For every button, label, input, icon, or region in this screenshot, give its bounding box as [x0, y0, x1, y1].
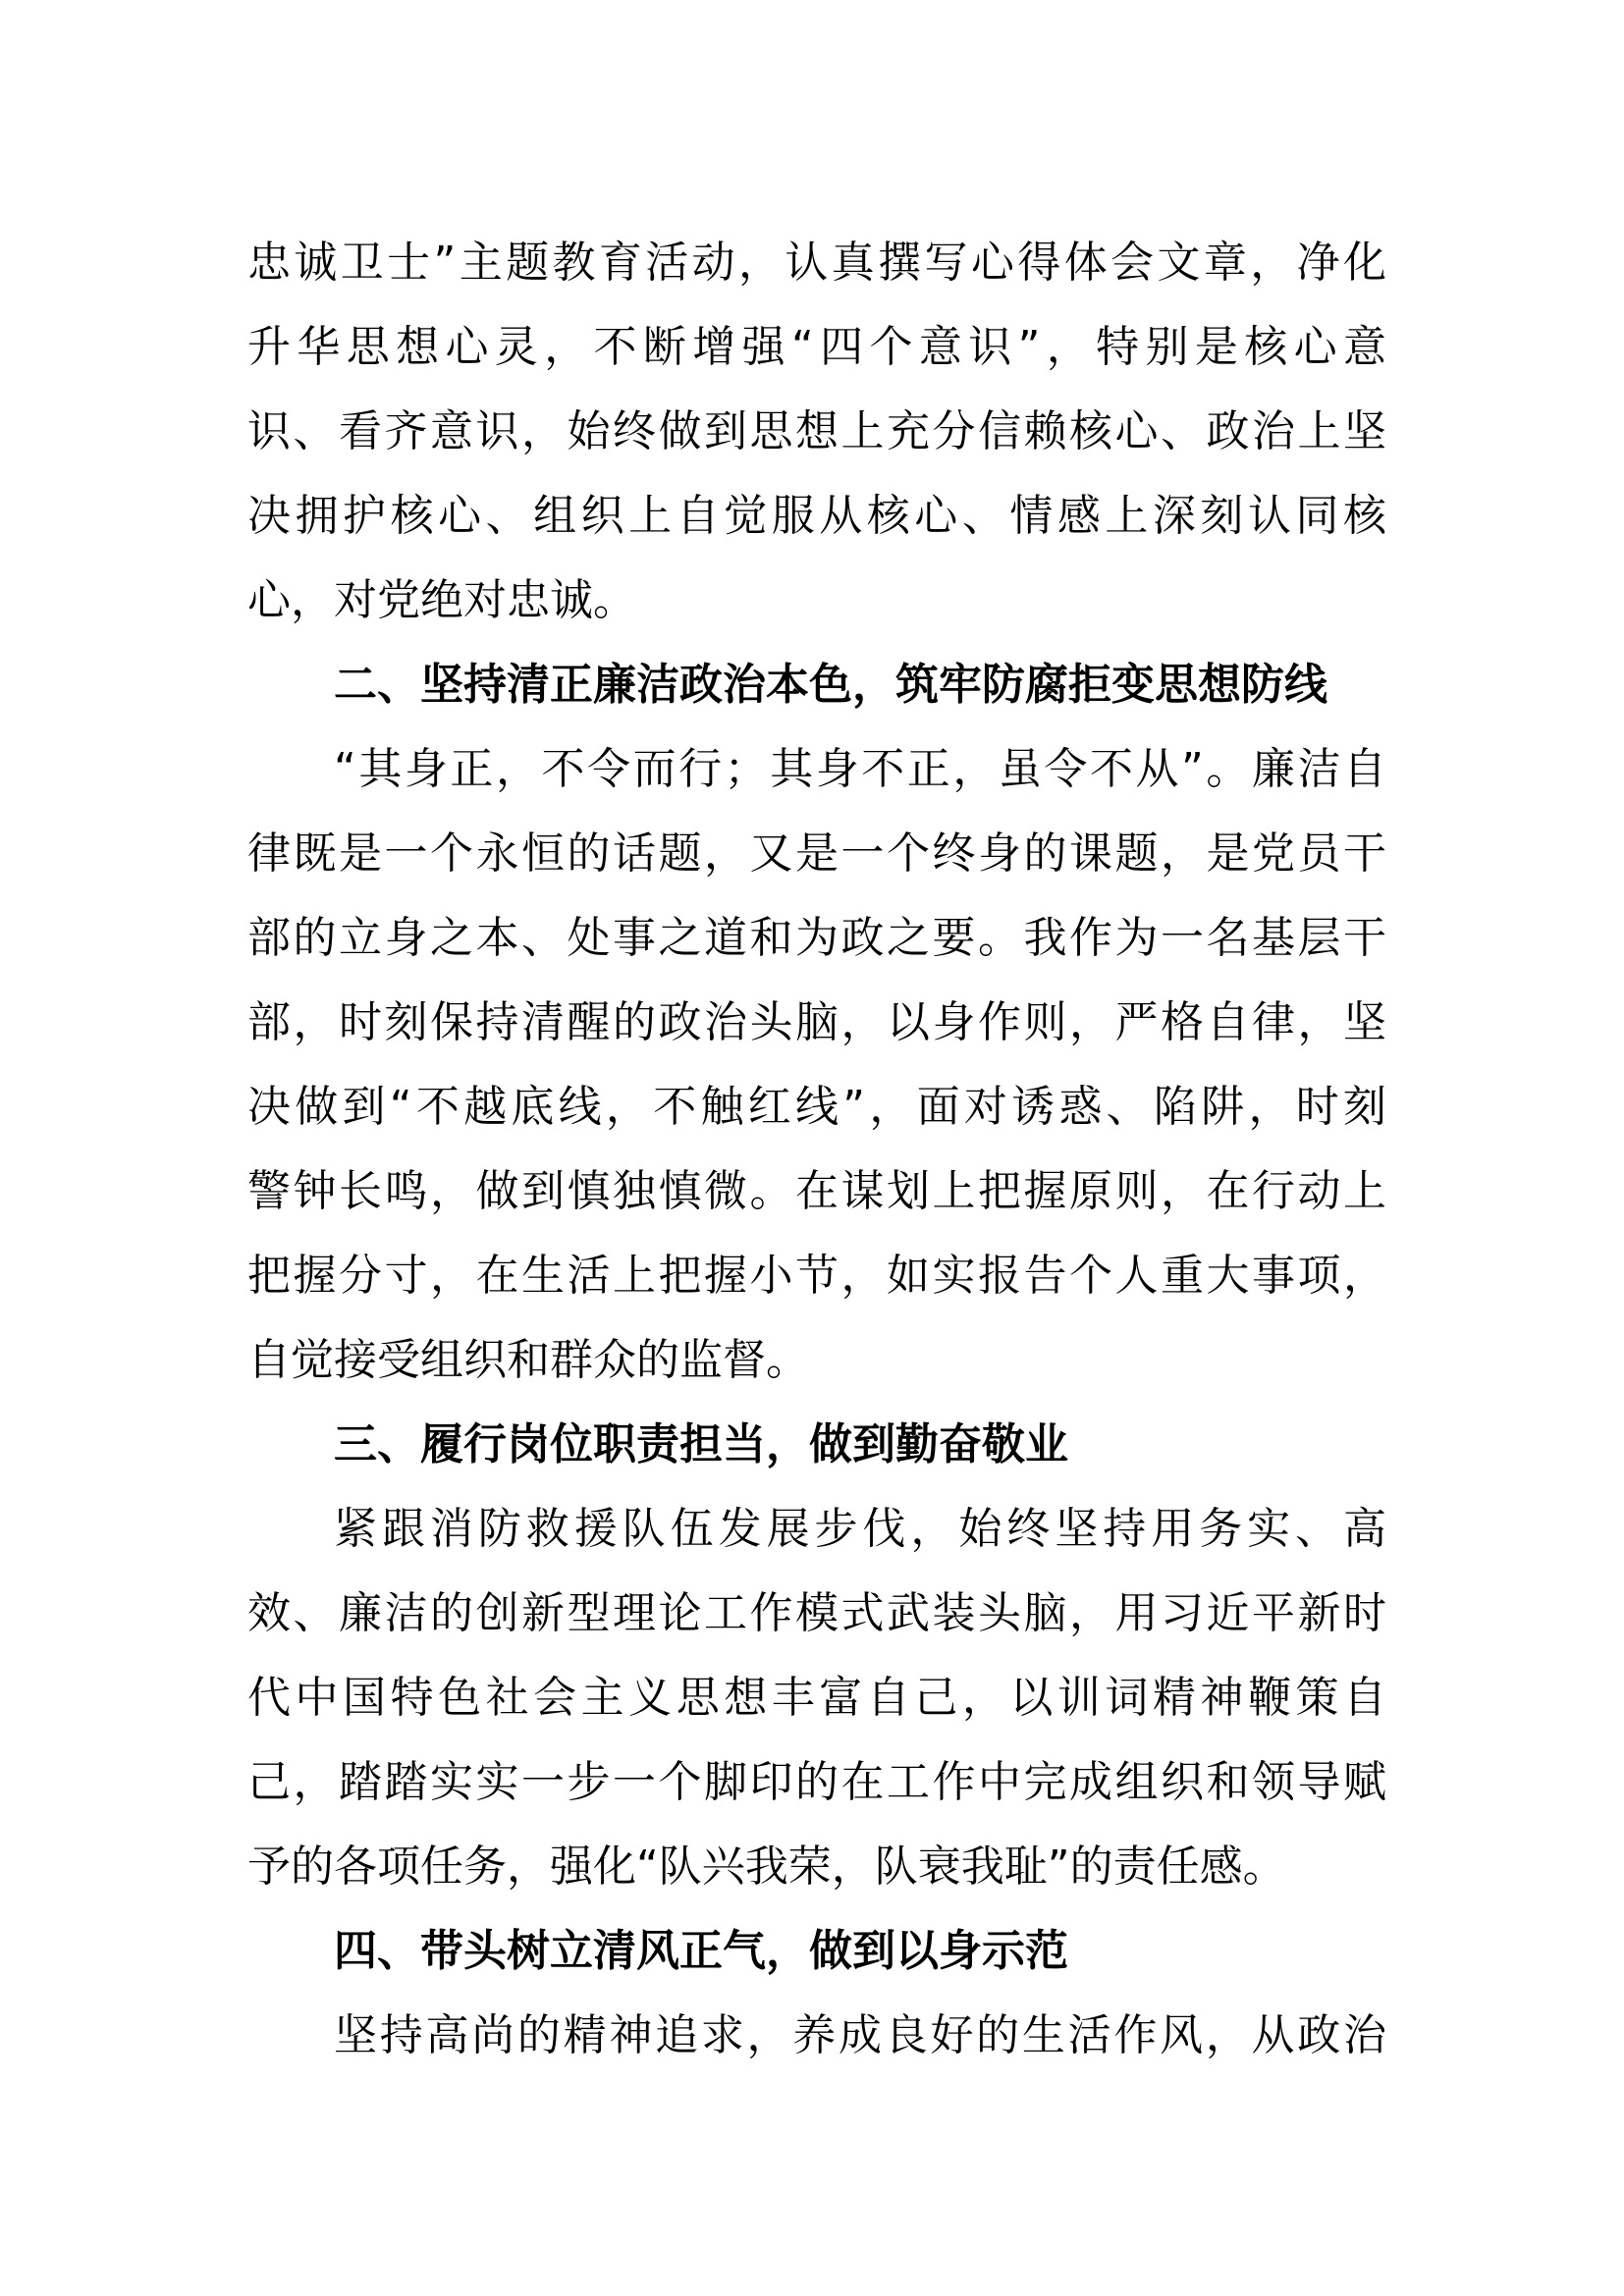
paragraph-line: 警钟长鸣，做到慎独慎微。在谋划上把握原则，在行动上 [247, 1166, 1386, 1216]
paragraph-line: 坚持高尚的精神追求，养成良好的生活作风，从政治 [334, 2010, 1386, 2060]
paragraph-line: 决做到“不越底线，不触红线”，面对诱惑、陷阱，时刻 [247, 1082, 1386, 1132]
paragraph-line: 己，踏踏实实一步一个脚印的在工作中完成组织和领导赋 [247, 1757, 1386, 1807]
paragraph-line: 代中国特色社会主义思想丰富自己，以训词精神鞭策自 [247, 1673, 1386, 1723]
paragraph-line: 自觉接受组织和群众的监督。 [247, 1335, 809, 1385]
paragraph-line: 予的各项任务，强化“队兴我荣，队衰我耻”的责任感。 [247, 1842, 1286, 1892]
paragraph-line: 决拥护核心、组织上自觉服从核心、情感上深刻认同核 [247, 491, 1386, 541]
paragraph-line: 紧跟消防救援队伍发展步伐，始终坚持用务实、高 [334, 1504, 1386, 1554]
paragraph-line: “其身正，不令而行；其身不正，虽令不从”。廉洁自 [334, 744, 1386, 794]
paragraph-line: 升华思想心灵，不断增强“四个意识”，特别是核心意 [247, 322, 1386, 372]
paragraph-line: 把握分寸，在生活上把握小节，如实报告个人重大事项， [247, 1251, 1386, 1301]
paragraph-line: 识、看齐意识，始终做到思想上充分信赖核心、政治上坚 [247, 406, 1386, 456]
section-heading: 二、坚持清正廉洁政治本色，筑牢防腐拒变思想防线 [334, 660, 1327, 710]
paragraph-line: 忠诚卫士”主题教育活动，认真撰写心得体会文章，净化 [247, 238, 1386, 288]
paragraph-line: 律既是一个永恒的话题，又是一个终身的课题，是党员干 [247, 828, 1386, 879]
paragraph-line: 部的立身之本、处事之道和为政之要。我作为一名基层干 [247, 913, 1386, 963]
section-heading: 三、履行岗位职责担当，做到勤奋敬业 [334, 1419, 1068, 1469]
paragraph-line: 部，时刻保持清醒的政治头脑，以身作则，严格自律，坚 [247, 997, 1386, 1047]
paragraph-line: 效、廉洁的创新型理论工作模式武装头脑，用习近平新时 [247, 1588, 1386, 1638]
section-heading: 四、带头树立清风正气，做到以身示范 [334, 1926, 1068, 1976]
paragraph-line: 心，对党绝对忠诚。 [247, 575, 636, 625]
